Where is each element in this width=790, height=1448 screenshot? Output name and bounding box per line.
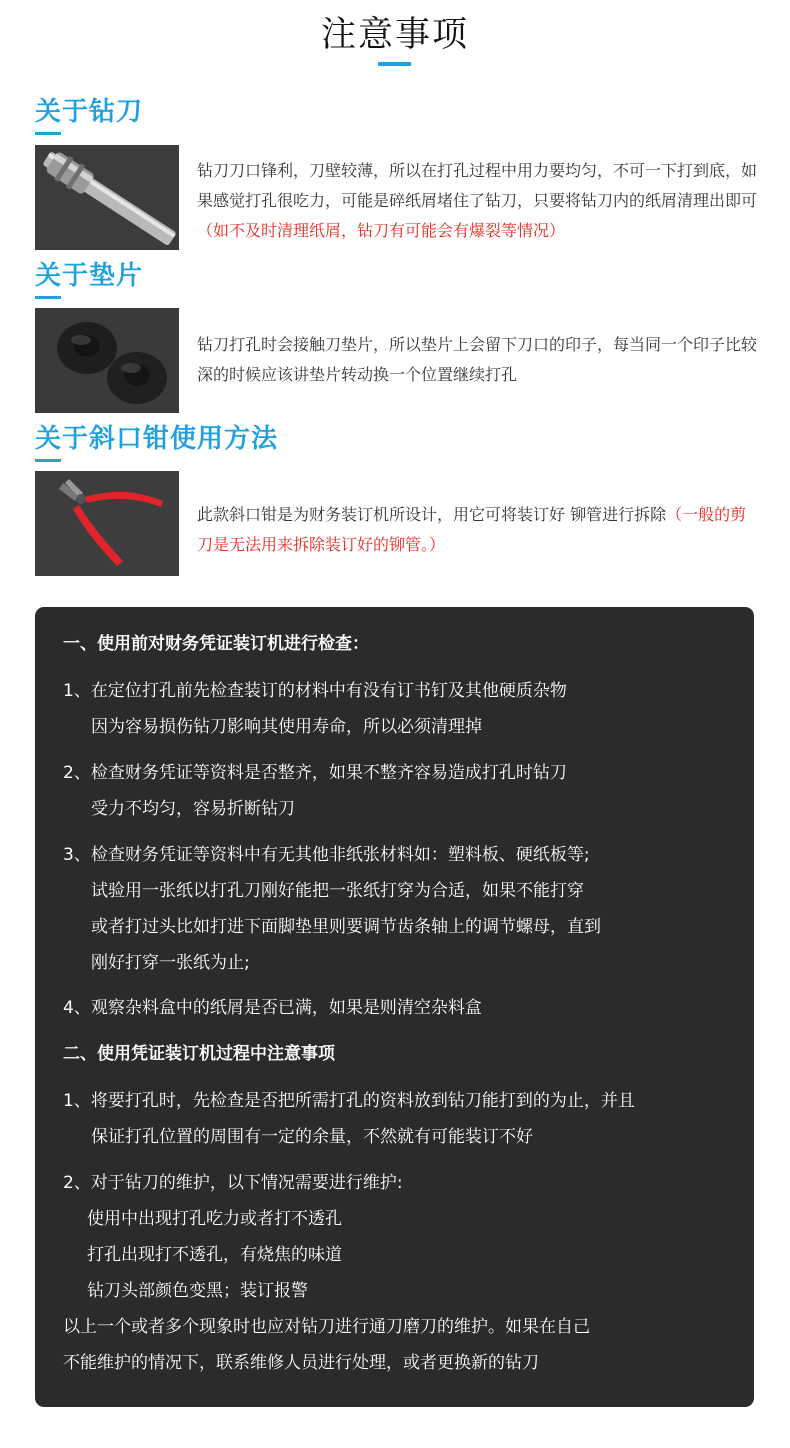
panel-line: 受力不均匀，容易折断钻刀 — [91, 799, 295, 819]
drill-bit-image — [35, 145, 179, 250]
panel-line: 或者打过头比如打进下面脚垫里则要调节齿条轴上的调节螺母，直到 — [91, 917, 601, 937]
pad-description-text: 钻刀打孔时会接触刀垫片，所以垫片上会留下刀口的印子，每当同一个印子比较深的时候应该讲垫片转动换一个位置继续打孔 — [197, 335, 758, 384]
drill-warning-text: （如不及时清理纸屑，钻刀有可能会有爆裂等情况） — [197, 221, 566, 240]
panel-line: 以上一个或者多个现象时也应对钻刀进行通刀磨刀的维护。如果在自己 — [63, 1317, 590, 1337]
drill-description — [197, 156, 759, 246]
section-heading-pad: 关于垫片 — [35, 261, 144, 291]
diagonal-pliers-icon — [35, 471, 179, 576]
panel-line: 1、在定位打孔前先检查装订的材料中有没有订书钉及其他硬质杂物 — [63, 681, 567, 701]
rubber-pads-icon — [35, 308, 179, 413]
panel-heading-2: 二、使用凭证装订机过程中注意事项 — [63, 1044, 335, 1064]
panel-line: 因为容易损伤钻刀影响其使用寿命，所以必须清理掉 — [91, 717, 482, 737]
section-underline — [35, 296, 61, 299]
page-title: 注意事项 — [320, 15, 469, 55]
panel-line: 不能维护的情况下，联系维修人员进行处理，或者更换新的钻刀 — [63, 1353, 539, 1373]
section-heading-pliers: 关于斜口钳使用方法 — [35, 424, 279, 454]
pliers-warning-text: （一般的剪刀是无法用来拆除装订好的铆管。） — [197, 505, 747, 554]
title-underline — [378, 62, 411, 66]
panel-line: 钻刀头部颜色变黑；装订报警 — [87, 1281, 308, 1301]
drill-bit-icon — [35, 145, 179, 250]
panel-line: 刚好打穿一张纸为止; — [91, 953, 250, 973]
pliers-description-text: 此款斜口钳是为财务装订机所设计，用它可将装订好 铆管进行拆除 — [197, 505, 667, 524]
rubber-pads-image — [35, 308, 179, 413]
section-heading-drill: 关于钻刀 — [35, 97, 144, 127]
panel-line: 打孔出现打不透孔，有烧焦的味道 — [87, 1245, 342, 1265]
pliers-description — [197, 500, 759, 560]
panel-line: 2、对于钻刀的维护，以下情况需要进行维护: — [63, 1173, 403, 1193]
section-underline — [35, 459, 61, 462]
section-underline — [35, 132, 61, 135]
panel-line: 试验用一张纸以打孔刀刚好能把一张纸打穿为合适，如果不能打穿 — [91, 881, 584, 901]
panel-line: 使用中出现打孔吃力或者打不透孔 — [87, 1209, 342, 1229]
panel-heading-1: 一、使用前对财务凭证装订机进行检查： — [63, 634, 369, 654]
panel-line: 保证打孔位置的周围有一定的余量，不然就有可能装订不好 — [91, 1127, 533, 1147]
panel-line: 3、检查财务凭证等资料中有无其他非纸张材料如：塑料板、硬纸板等; — [63, 845, 590, 865]
panel-line: 4、观察杂料盒中的纸屑是否已满，如果是则清空杂料盒 — [63, 998, 482, 1018]
pliers-image — [35, 471, 179, 576]
pad-description — [197, 330, 759, 390]
panel-line: 1、将要打孔时，先检查是否把所需打孔的资料放到钻刀能打到的为止，并且 — [63, 1091, 635, 1111]
drill-description-text: 钻刀刀口锋利，刀壁较薄，所以在打孔过程中用力要均匀，不可一下打到底，如果感觉打孔很吃力，可能是碎纸屑堵住了钻刀，只要将钻刀内的纸屑清理出即可 — [197, 161, 758, 210]
instructions-panel — [35, 607, 754, 1407]
panel-line: 2、检查财务凭证等资料是否整齐，如果不整齐容易造成打孔时钻刀 — [63, 763, 567, 783]
